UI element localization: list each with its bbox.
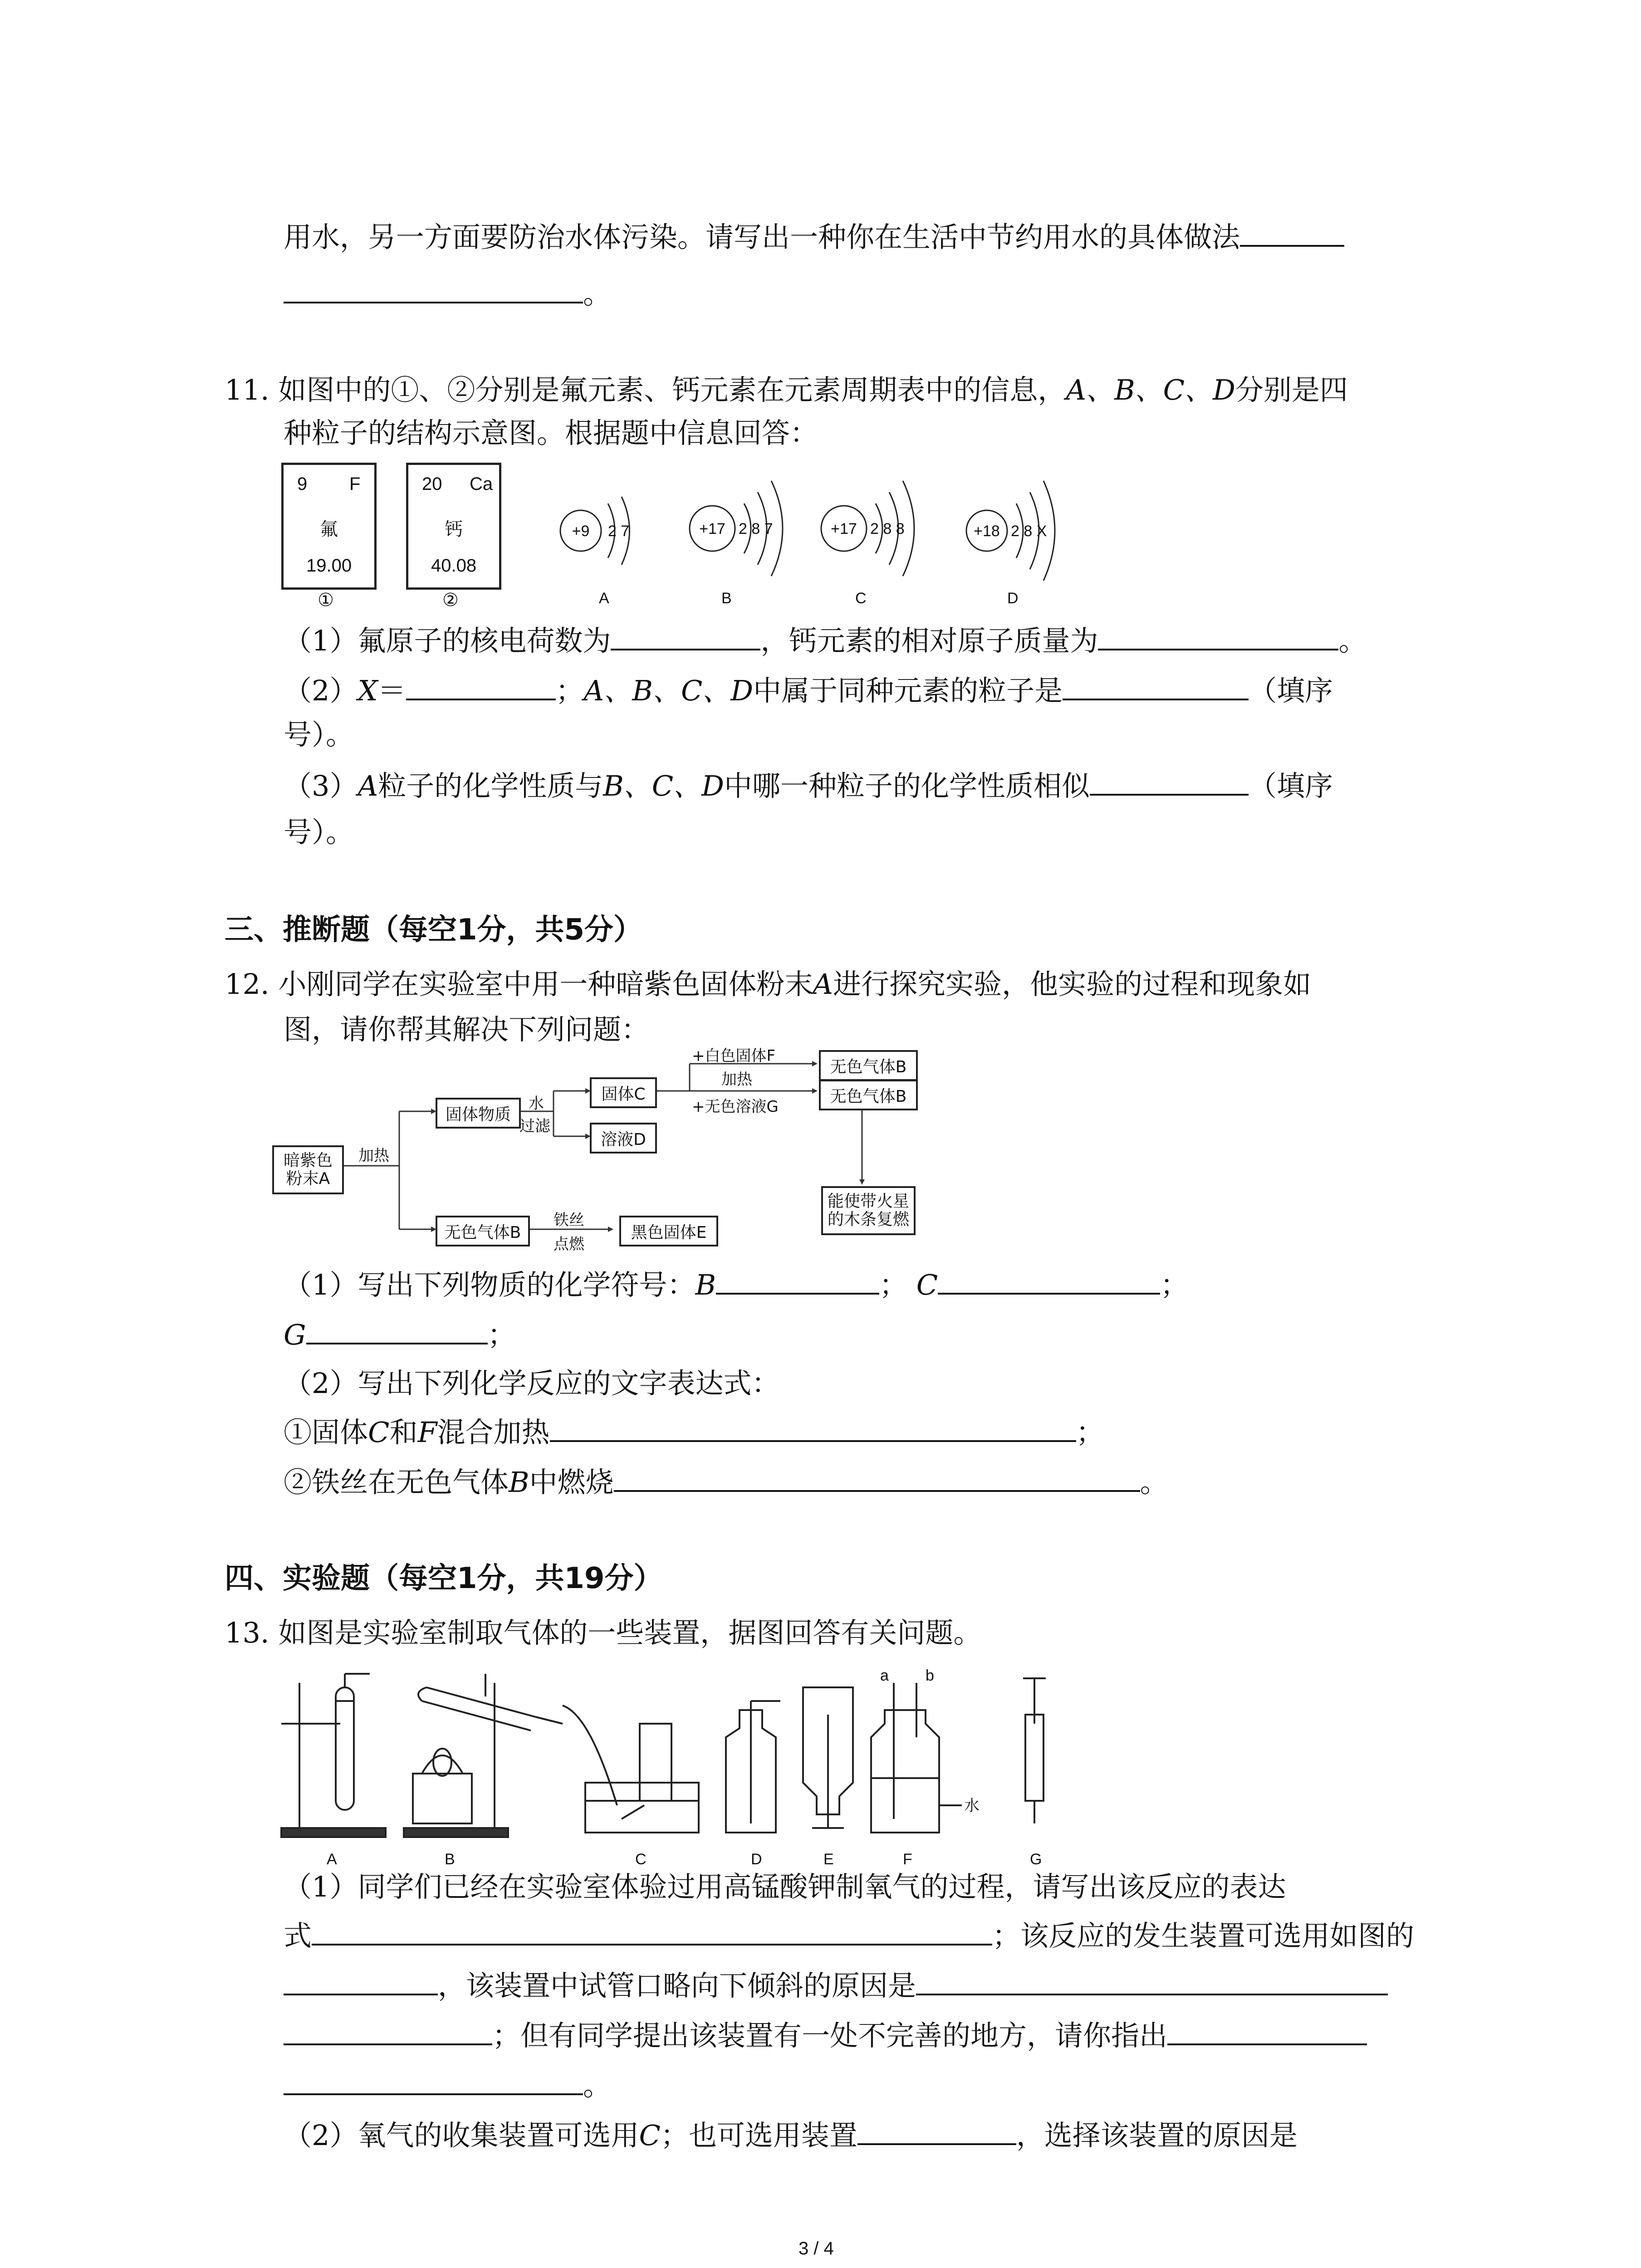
label-B: B <box>445 1851 455 1868</box>
answer-blank[interactable] <box>1167 2016 1367 2045</box>
label-G: G <box>1030 1851 1042 1868</box>
answer-blank[interactable] <box>1240 218 1344 247</box>
svg-text:2 8 8: 2 8 8 <box>870 520 905 538</box>
label-ignite: 点燃 <box>554 1235 584 1253</box>
q11-line2: 种粒子的结构示意图。根据题中信息回答： <box>284 416 818 450</box>
q11-line1: 11. 如图中的①、②分别是氟元素、钙元素在元素周期表中的信息，A、B、C、D分别是四 <box>225 373 1348 406</box>
answer-blank[interactable] <box>406 671 556 700</box>
flowchart <box>272 1043 953 1261</box>
q13-part1-l3: ，该装置中试管口略向下倾斜的原因是 <box>284 1966 1388 2004</box>
q12-part1-cont: G ； <box>284 1315 516 1353</box>
answer-blank[interactable] <box>284 2066 583 2095</box>
label-D: D <box>751 1851 762 1868</box>
particle-B <box>690 481 783 607</box>
box-solid: 固体物质 <box>436 1098 521 1129</box>
svg-text:2 8 X: 2 8 X <box>1011 523 1047 540</box>
page-number: 3 / 4 <box>798 2239 834 2258</box>
q11-part3-cont: 号）。 <box>284 816 354 849</box>
label-plus-F: +白色固体F <box>692 1047 776 1065</box>
answer-blank[interactable] <box>1098 621 1338 650</box>
label-E: E <box>823 1851 834 1868</box>
q13-part2: （2）氧气的收集装置可选用C；也可选用装置 ，选择该装置的原因是 <box>284 2116 1298 2154</box>
q10-line1: 用水，另一方面要防治水体污染。请写出一种你在生活中节约用水的具体做法 <box>284 218 1344 255</box>
answer-blank[interactable] <box>550 1413 1076 1442</box>
box-black-E: 黑色固体E <box>619 1216 718 1246</box>
label-water: 水 <box>529 1095 544 1113</box>
q11-part2: （2）X＝ ；A、B、C、D中属于同种元素的粒子是 （填序 <box>284 671 1333 709</box>
label-filter: 过滤 <box>519 1117 550 1135</box>
q13-part1-l2: 式 ；该反应的发生装置可选用如图的 <box>284 1916 1414 1954</box>
label-f-water: 水 <box>964 1797 980 1815</box>
q10-line2: 。 <box>284 274 611 312</box>
apparatus-F <box>871 1683 962 1833</box>
label-A: A <box>327 1851 337 1868</box>
q11-part3: （3）A粒子的化学性质与B、C、D中哪一种粒子的化学性质相似 （填序 <box>284 767 1333 804</box>
answer-blank[interactable] <box>938 1266 1160 1295</box>
label-f-a: a <box>880 1669 889 1684</box>
svg-text:B: B <box>721 590 732 607</box>
svg-text:2 7: 2 7 <box>608 523 630 540</box>
svg-text:+17: +17 <box>831 520 857 538</box>
q13-line1: 13. 如图是实验室制取气体的一些装置，据图回答有关问题。 <box>225 1616 982 1649</box>
label-heat-2: 加热 <box>721 1070 752 1089</box>
answer-blank[interactable] <box>312 1916 992 1945</box>
q13-part1-l4: ；但有同学提出该装置有一处不完善的地方，请你指出 <box>284 2016 1367 2054</box>
answer-blank[interactable] <box>306 1315 488 1344</box>
answer-blank[interactable] <box>611 621 760 650</box>
apparatus-G <box>1023 1678 1046 1823</box>
answer-blank[interactable] <box>284 1966 438 1995</box>
box-powder-A: 暗紫色 粉末A <box>272 1145 344 1194</box>
svg-text:D: D <box>1007 590 1019 607</box>
q13-part1-l5: 。 <box>284 2066 611 2104</box>
q11-part2-cont: 号）。 <box>284 718 354 751</box>
svg-text:2 8 7: 2 8 7 <box>739 520 773 538</box>
particle-D <box>966 481 1055 607</box>
apparatus-D <box>726 1701 780 1833</box>
q13-part1-l1: （1）同学们已经在实验室体验过用高锰酸钾制氧气的过程，请写出该反应的表达 <box>284 1870 1286 1903</box>
apparatus-C <box>563 1706 699 1833</box>
q12-part1: （1）写出下列物质的化学符号：B ； C ； <box>284 1266 1188 1303</box>
answer-blank[interactable] <box>284 2016 492 2045</box>
q12-line1: 12. 小刚同学在实验室中用一种暗紫色固体粉末A进行探究实验，他实验的过程和现象如 <box>225 968 1312 1001</box>
svg-text:+18: +18 <box>974 523 1000 540</box>
svg-text:A: A <box>599 590 609 607</box>
cell1-label: ① <box>318 590 334 610</box>
svg-text:+9: +9 <box>572 523 590 540</box>
q12-line2: 图，请你帮其解决下列问题： <box>284 1013 650 1046</box>
box-solution-D: 溶液D <box>590 1123 657 1154</box>
particle-C <box>821 481 914 607</box>
particle-A <box>560 497 630 607</box>
answer-blank[interactable] <box>716 1266 879 1295</box>
periodic-cell-calcium: 20 Ca 钙 40.08 <box>406 463 501 590</box>
label-heat: 加热 <box>358 1147 389 1165</box>
label-F: F <box>903 1851 912 1868</box>
apparatus-A <box>281 1674 386 1837</box>
answer-blank[interactable] <box>916 1966 1388 1995</box>
svg-text:+17: +17 <box>699 520 725 538</box>
apparatus-B <box>404 1674 563 1837</box>
section-title-4: 四、实验题（每空1分，共19分） <box>225 1562 663 1595</box>
q12-part2: （2）写出下列化学反应的文字表达式： <box>284 1367 780 1400</box>
answer-blank[interactable] <box>284 274 583 303</box>
label-iron: 铁丝 <box>554 1211 584 1229</box>
q11-part1: （1）氟原子的核电荷数为 ，钙元素的相对原子质量为 。 <box>284 621 1367 659</box>
answer-blank[interactable] <box>857 2116 1016 2145</box>
cell2-label: ② <box>442 590 459 610</box>
box-relight: 能使带火星 的木条复燃 <box>821 1186 916 1235</box>
answer-blank[interactable] <box>1090 767 1249 796</box>
box-gas-B-1: 无色气体B <box>819 1050 918 1081</box>
box-gas-B-3: 无色气体B <box>436 1216 530 1246</box>
label-C: C <box>635 1851 647 1868</box>
apparatus-E <box>803 1687 853 1828</box>
periodic-cell-fluorine: 9 F 氟 19.00 <box>281 463 377 590</box>
answer-blank[interactable] <box>614 1463 1140 1492</box>
answer-blank[interactable] <box>1063 671 1249 700</box>
label-plus-G: +无色溶液G <box>692 1098 779 1116</box>
q12-reaction2: ②铁丝在无色气体B中燃烧 。 <box>284 1463 1168 1501</box>
lab-apparatus-diagram <box>272 1669 1134 1869</box>
box-gas-B-2: 无色气体B <box>819 1080 918 1110</box>
section-title-3: 三、推断题（每空1分，共5分） <box>225 913 643 947</box>
svg-text:C: C <box>855 590 867 607</box>
label-f-b: b <box>926 1669 934 1684</box>
atomic-structure-diagrams <box>554 454 1098 617</box>
box-solid-C: 固体C <box>590 1077 657 1108</box>
q12-reaction1: ①固体C和F混合加热 ； <box>284 1413 1104 1451</box>
